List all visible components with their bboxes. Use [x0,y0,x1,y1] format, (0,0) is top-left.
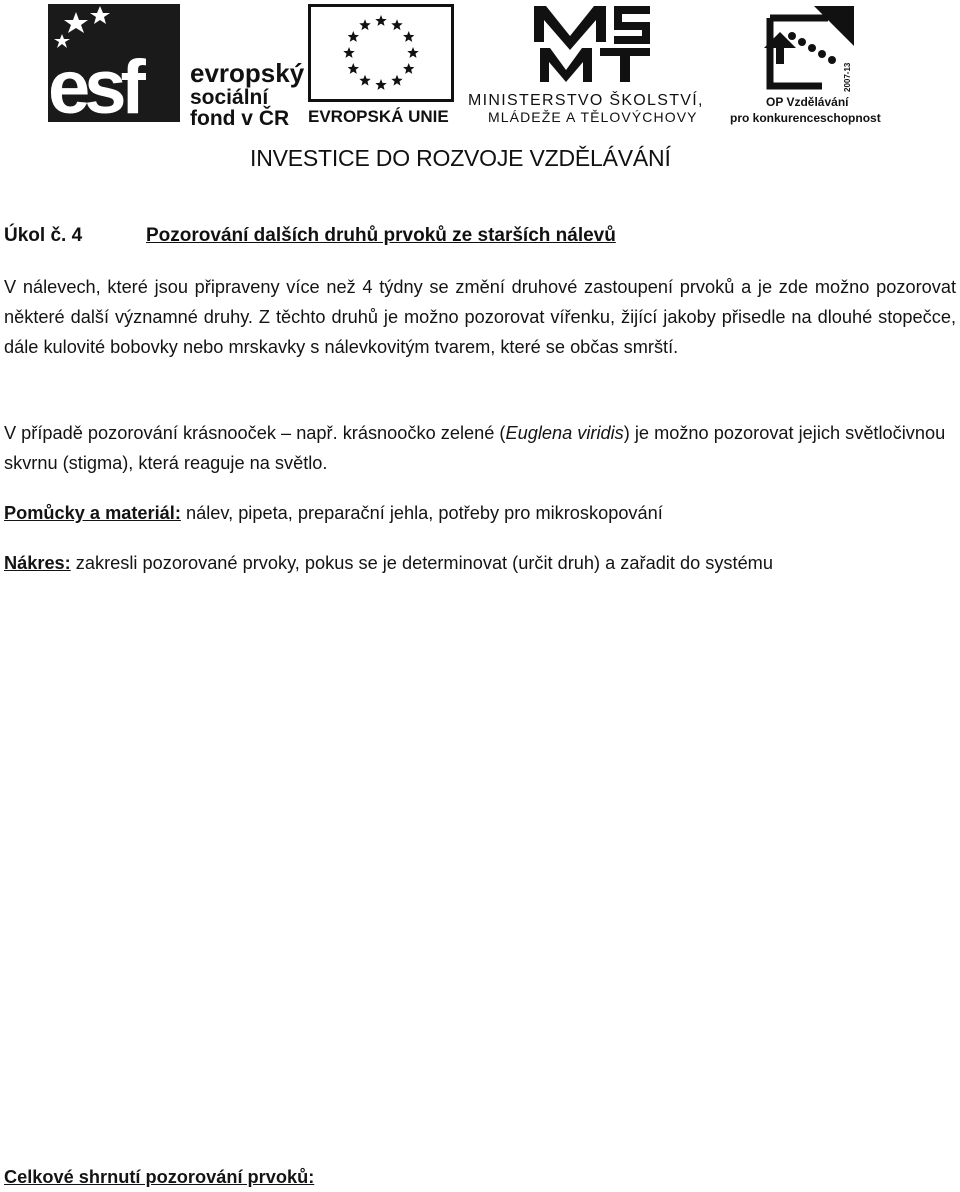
species-name: Euglena viridis [505,423,624,443]
eu-label: EVROPSKÁ UNIE [308,107,449,126]
op-vk-logo [728,2,900,126]
slogan: INVESTICE DO ROZVOJE VZDĚLÁVÁNÍ [250,145,671,171]
op-years-label: 2007-13 [843,62,852,92]
eu-star-icon [391,75,402,86]
op-line-2: pro konkurenceschopnost [730,111,881,125]
task-title: Pozorování dalších druhů prvoků ze starších nálevů [146,225,616,246]
eu-star-icon [403,31,414,42]
paragraph-euglena [4,418,956,478]
summary-line [4,1162,956,1192]
esf-line-1: evropský [190,58,305,88]
eu-star-icon [375,15,386,26]
msmt-logo [466,2,722,126]
materials-line [4,498,956,528]
esf-wordmark [190,60,304,129]
eu-star-icon [348,63,359,74]
eu-star-icon [348,31,359,42]
esf-logo [48,4,305,130]
eu-star-icon [359,19,370,30]
drawing-label: Nákres: [4,553,71,573]
op-vk-emblem-icon [762,2,862,94]
paragraph-euglena-after: ) je možno pozorovat jejich světločivnou skvrnu (stigma), která reaguje na světlo. [4,423,946,473]
materials-label: Pomůcky a materiál: [4,503,181,523]
eu-star-icon [403,63,414,74]
msmt-line-1: MINISTERSTVO ŠKOLSTVÍ, [468,92,704,109]
eu-logo [308,4,458,124]
task-number: Úkol č. 4 [4,225,83,246]
drawing-line [4,548,956,578]
esf-line-2: sociální [190,86,269,109]
summary-label: Celkové shrnutí pozorování prvoků: [4,1167,315,1187]
materials-text: nálev, pipeta, preparační jehla, potřeby pro mikroskopování [180,503,663,523]
paragraph-euglena-before: V případě pozorování krásnooček – např. krásnoočko zelené ( [4,423,506,443]
eu-star-icon [407,47,418,58]
logo-header [0,0,960,180]
eu-star-icon [343,47,354,58]
esf-line-3: fond v ČR [190,107,290,130]
msmt-line-2: MLÁDEŽE A TĚLOVÝCHOVY [488,109,698,125]
esf-logo-letters: esf [48,45,140,130]
eu-star-icon [391,19,402,30]
esf-logo-mark [48,4,180,130]
eu-flag-icon [308,4,454,102]
eu-stars-circle-icon [311,7,451,99]
op-line-1: OP Vzdělávání [766,95,849,109]
eu-star-icon [375,79,386,90]
paragraph-intro: V nálevech, které jsou připraveny více než 4 týdny se změní druhové zastoupení prvoků a je zde možno pozorovat některé další významné druhy. Z těchto druhů je možno pozorovat vířenku, žijící jakoby přisedle na dlouhé stopečce, dále kulovité bobovky nebo mrskavky s nálevkovitým tvarem, které se občas smrští. [4,277,956,357]
drawing-text: zakresli pozorované prvoky, pokus se je determinovat (určit druh) a zařadit do systému [70,553,773,573]
msmt-monogram-icon [530,2,654,84]
eu-star-icon [359,75,370,86]
